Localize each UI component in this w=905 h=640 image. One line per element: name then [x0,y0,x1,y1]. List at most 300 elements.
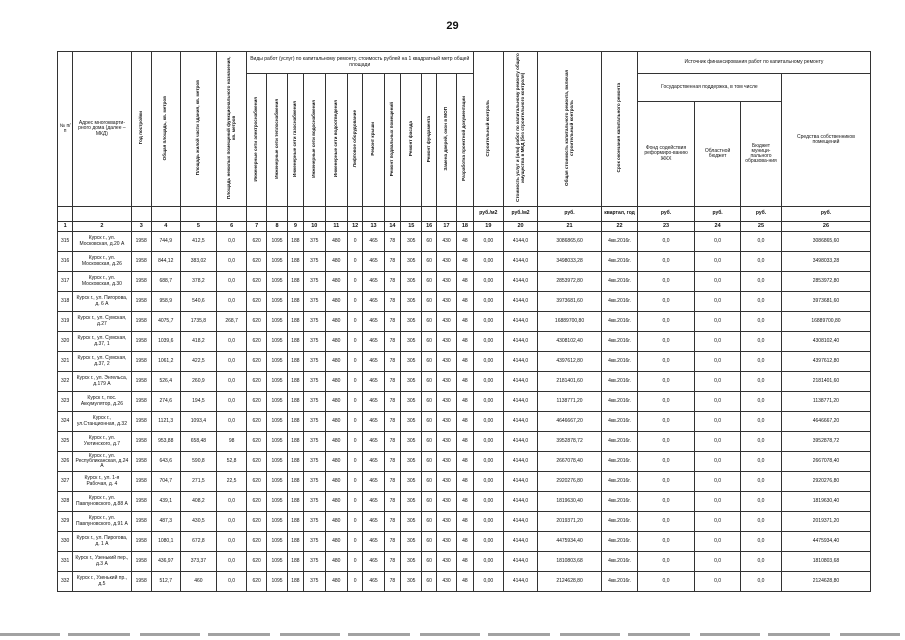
control-cell: 0,00 [473,392,504,412]
row-number-cell: 324 [58,412,73,432]
control-cell: 0,00 [473,312,504,332]
address-cell: Курск г., ул. 1-я Рабочая, д. 4 [73,472,131,492]
work-cost-cell: 1095 [267,252,287,272]
work-cost-cell: 60 [422,552,436,572]
work-cost-cell: 465 [363,572,384,592]
cost-cell: 4144,0 [504,352,538,372]
regional-cell: 0,0 [695,272,741,292]
work-cost-cell: 1095 [267,312,287,332]
work-cost-cell: 188 [287,252,303,272]
row-number-cell: 332 [58,572,73,592]
row-number-cell: 321 [58,352,73,372]
owners-cell: 2920276,80 [781,472,870,492]
sum-cell: 2920276,80 [537,472,601,492]
sum-cell: 2181401,60 [537,372,601,392]
cost-cell: 4144,0 [504,232,538,252]
work-cost-cell: 0 [347,512,362,532]
work-cost-cell: 60 [422,252,436,272]
municipal-cell: 0,0 [741,352,782,372]
living-cell: 430,5 [180,512,217,532]
column-number: 8 [267,222,287,232]
work-cost-cell: 1095 [267,412,287,432]
work-cost-cell: 305 [401,512,422,532]
work-cost-cell: 48 [457,332,473,352]
address-cell: Курск г., ул. Сумская, д.27 [73,312,131,332]
work-cost-cell: 188 [287,372,303,392]
fund-cell: 0,0 [637,392,694,412]
work-cost-cell: 620 [246,532,266,552]
living-cell: 373,37 [180,552,217,572]
nonres-cell: 268,7 [217,312,247,332]
column-number-row [58,222,871,232]
work-cost-cell: 48 [457,452,473,472]
total-cell: 953,88 [151,432,180,452]
regional-cell: 0,0 [695,292,741,312]
col-header-work-10: Ремонт фундамента [422,74,436,207]
work-cost-cell: 305 [401,272,422,292]
work-cost-cell: 0 [347,272,362,292]
col-header-owners: Средства собственников помещений [781,74,870,207]
fund-cell: 0,0 [637,452,694,472]
col-header-work-3: Инженерные сети газоснабжения [287,74,303,207]
fund-cell: 0,0 [637,352,694,372]
sum-cell: 4397612,80 [537,352,601,372]
work-cost-cell: 60 [422,292,436,312]
owners-cell: 4646667,20 [781,412,870,432]
work-cost-cell: 375 [304,372,325,392]
owners-cell: 2181401,60 [781,372,870,392]
col-header-works-group: Виды работ (услуг) по капитальному ремонту, стоимость рублей на 1 квадратный метр общей площади [246,52,473,74]
total-cell: 512,7 [151,572,180,592]
table-row [58,272,871,292]
col-header-work-1: Инженерные сети электроснабжения [246,74,266,207]
deadline-cell: 4кв.2016г. [602,492,638,512]
work-cost-cell: 375 [304,292,325,312]
work-cost-cell: 480 [325,432,347,452]
work-cost-cell: 60 [422,472,436,492]
work-cost-cell: 375 [304,452,325,472]
work-cost-cell: 375 [304,352,325,372]
living-cell: 460 [180,572,217,592]
cost-cell: 4144,0 [504,372,538,392]
work-cost-cell: 375 [304,552,325,572]
total-cell: 1080,1 [151,532,180,552]
work-cost-cell: 305 [401,312,422,332]
regional-cell: 0,0 [695,312,741,332]
deadline-cell: 4кв.2016г. [602,552,638,572]
year-cell: 1958 [131,232,151,252]
total-cell: 958,9 [151,292,180,312]
control-cell: 0,00 [473,272,504,292]
nonres-cell: 0,0 [217,252,247,272]
municipal-cell: 0,0 [741,472,782,492]
work-cost-cell: 465 [363,492,384,512]
sum-cell: 3498033,28 [537,252,601,272]
column-number: 21 [537,222,601,232]
sum-cell: 2019371,20 [537,512,601,532]
owners-cell: 4308102,40 [781,332,870,352]
work-cost-cell: 430 [436,292,456,312]
work-cost-cell: 430 [436,512,456,532]
cost-cell: 4144,0 [504,252,538,272]
work-cost-cell: 78 [384,432,400,452]
work-cost-cell: 430 [436,432,456,452]
work-cost-cell: 305 [401,412,422,432]
work-cost-cell: 620 [246,552,266,572]
work-cost-cell: 430 [436,532,456,552]
column-number: 26 [781,222,870,232]
work-cost-cell: 375 [304,312,325,332]
table-row [58,412,871,432]
nonres-cell: 0,0 [217,272,247,292]
work-cost-cell: 620 [246,472,266,492]
control-cell: 0,00 [473,452,504,472]
regional-cell: 0,0 [695,452,741,472]
work-cost-cell: 60 [422,512,436,532]
work-cost-cell: 465 [363,412,384,432]
work-cost-cell: 1095 [267,432,287,452]
control-cell: 0,00 [473,432,504,452]
deadline-cell: 4кв.2016г. [602,272,638,292]
column-number: 20 [504,222,538,232]
column-number: 23 [637,222,694,232]
col-header-work-7: Ремонт крыши [363,74,384,207]
total-cell: 439,1 [151,492,180,512]
work-cost-cell: 78 [384,272,400,292]
owners-cell: 2667078,40 [781,452,870,472]
work-cost-cell: 48 [457,552,473,572]
address-cell: Курск г., ул. Павлуновского, д.88 А [73,492,131,512]
work-cost-cell: 60 [422,412,436,432]
work-cost-cell: 430 [436,392,456,412]
total-cell: 1039,6 [151,332,180,352]
work-cost-cell: 0 [347,232,362,252]
deadline-cell: 4кв.2016г. [602,352,638,372]
col-header-funding-group: Источник финансирования работ по капитальному ремонту [637,52,870,74]
nonres-cell: 98 [217,432,247,452]
living-cell: 418,2 [180,332,217,352]
work-cost-cell: 430 [436,492,456,512]
regional-cell: 0,0 [695,472,741,492]
nonres-cell: 0,0 [217,352,247,372]
work-cost-cell: 48 [457,492,473,512]
control-cell: 0,00 [473,492,504,512]
work-cost-cell: 430 [436,552,456,572]
cost-cell: 4144,0 [504,472,538,492]
work-cost-cell: 480 [325,372,347,392]
col-header-state-support: Государственная поддержка, в том числе [637,74,781,102]
work-cost-cell: 60 [422,492,436,512]
regional-cell: 0,0 [695,412,741,432]
total-cell: 1121,3 [151,412,180,432]
work-cost-cell: 430 [436,272,456,292]
owners-cell: 3973681,60 [781,292,870,312]
table-row [58,512,871,532]
page-edge-line [0,633,905,636]
column-number: 14 [384,222,400,232]
work-cost-cell: 375 [304,412,325,432]
column-number: 16 [422,222,436,232]
work-cost-cell: 375 [304,272,325,292]
total-cell: 1061,2 [151,352,180,372]
address-cell: Курск г., Узенький пр., д.5 [73,572,131,592]
municipal-cell: 0,0 [741,392,782,412]
fund-cell: 0,0 [637,312,694,332]
address-cell: Курск г., Узенький пер., д.3 А [73,552,131,572]
work-cost-cell: 188 [287,272,303,292]
work-cost-cell: 465 [363,452,384,472]
table-row [58,372,871,392]
work-cost-cell: 620 [246,352,266,372]
cost-cell: 4144,0 [504,272,538,292]
work-cost-cell: 1095 [267,532,287,552]
work-cost-cell: 78 [384,572,400,592]
work-cost-cell: 188 [287,292,303,312]
work-cost-cell: 465 [363,232,384,252]
deadline-cell: 4кв.2016г. [602,252,638,272]
sum-cell: 3952878,72 [537,432,601,452]
year-cell: 1958 [131,492,151,512]
unit-deadline: квартал, год [602,207,638,222]
nonres-cell: 0,0 [217,512,247,532]
sum-cell: 1138771,20 [537,392,601,412]
work-cost-cell: 48 [457,432,473,452]
living-cell: 672,8 [180,532,217,552]
regional-cell: 0,0 [695,492,741,512]
col-header-fund: Фонд содействия реформиро-ванию ЖКХ [637,102,694,207]
deadline-cell: 4кв.2016г. [602,532,638,552]
work-cost-cell: 430 [436,572,456,592]
owners-cell: 4475934,40 [781,532,870,552]
total-cell: 487,3 [151,512,180,532]
nonres-cell: 22,5 [217,472,247,492]
regional-cell: 0,0 [695,532,741,552]
work-cost-cell: 375 [304,472,325,492]
municipal-cell: 0,0 [741,412,782,432]
living-cell: 383,02 [180,252,217,272]
table-row [58,532,871,552]
work-cost-cell: 0 [347,532,362,552]
work-cost-cell: 480 [325,492,347,512]
municipal-cell: 0,0 [741,332,782,352]
deadline-cell: 4кв.2016г. [602,312,638,332]
col-header-total-cost: Общая стоимость капитального ремонта, включая строительный контроль [537,52,601,207]
cost-cell: 4144,0 [504,292,538,312]
table-row [58,572,871,592]
regional-cell: 0,0 [695,332,741,352]
work-cost-cell: 60 [422,572,436,592]
work-cost-cell: 1095 [267,452,287,472]
table-row [58,472,871,492]
control-cell: 0,00 [473,352,504,372]
sum-cell: 3086865,60 [537,232,601,252]
work-cost-cell: 60 [422,372,436,392]
work-cost-cell: 480 [325,392,347,412]
work-cost-cell: 480 [325,572,347,592]
work-cost-cell: 188 [287,512,303,532]
work-cost-cell: 1095 [267,332,287,352]
fund-cell: 0,0 [637,472,694,492]
work-cost-cell: 78 [384,292,400,312]
work-cost-cell: 188 [287,472,303,492]
work-cost-cell: 78 [384,312,400,332]
work-cost-cell: 480 [325,532,347,552]
work-cost-cell: 480 [325,292,347,312]
work-cost-cell: 1095 [267,492,287,512]
work-cost-cell: 480 [325,232,347,252]
work-cost-cell: 465 [363,272,384,292]
work-cost-cell: 465 [363,432,384,452]
work-cost-cell: 48 [457,572,473,592]
nonres-cell: 0,0 [217,332,247,352]
address-cell: Курск г., ул. Сумская, д.37, 2 [73,352,131,372]
regional-cell: 0,0 [695,372,741,392]
regional-cell: 0,0 [695,572,741,592]
work-cost-cell: 0 [347,572,362,592]
nonres-cell: 0,0 [217,412,247,432]
row-number-cell: 325 [58,432,73,452]
row-number-cell: 322 [58,372,73,392]
cost-cell: 4144,0 [504,332,538,352]
work-cost-cell: 0 [347,372,362,392]
work-cost-cell: 375 [304,232,325,252]
work-cost-cell: 60 [422,332,436,352]
cost-cell: 4144,0 [504,412,538,432]
control-cell: 0,00 [473,512,504,532]
work-cost-cell: 375 [304,332,325,352]
work-cost-cell: 620 [246,452,266,472]
col-header-regional: Областной бюджет [695,102,741,207]
work-cost-cell: 620 [246,272,266,292]
column-number: 6 [217,222,247,232]
col-header-work-6: Лифтовое оборудование [347,74,362,207]
year-cell: 1958 [131,432,151,452]
unit-total: руб. [537,207,601,222]
column-number: 10 [304,222,325,232]
sum-cell: 16889700,80 [537,312,601,332]
unit-cost: руб./м2 [504,207,538,222]
work-cost-cell: 480 [325,452,347,472]
total-cell: 526,4 [151,372,180,392]
regional-cell: 0,0 [695,392,741,412]
year-cell: 1958 [131,452,151,472]
table-row [58,432,871,452]
work-cost-cell: 0 [347,392,362,412]
work-cost-cell: 78 [384,552,400,572]
page-number: 29 [446,20,459,32]
work-cost-cell: 430 [436,372,456,392]
work-cost-cell: 480 [325,352,347,372]
fund-cell: 0,0 [637,252,694,272]
col-header-work-11: Замена дверей, окон в МОП [436,74,456,207]
unit-municipal: руб. [741,207,782,222]
column-number: 9 [287,222,303,232]
year-cell: 1958 [131,412,151,432]
work-cost-cell: 620 [246,392,266,412]
total-cell: 643,6 [151,452,180,472]
total-cell: 4075,7 [151,312,180,332]
total-cell: 844,12 [151,252,180,272]
deadline-cell: 4кв.2016г. [602,452,638,472]
address-cell: Курск г., ул. Республиканская, д.24 А [73,452,131,472]
municipal-cell: 0,0 [741,572,782,592]
work-cost-cell: 0 [347,252,362,272]
work-cost-cell: 465 [363,312,384,332]
work-cost-cell: 620 [246,432,266,452]
work-cost-cell: 1095 [267,372,287,392]
address-cell: Курск г., ул. Московская, д.26 [73,252,131,272]
col-header-municipal: Бюджет муници-пального образова-ния [741,102,782,207]
work-cost-cell: 305 [401,452,422,472]
units-row [58,207,871,222]
work-cost-cell: 0 [347,472,362,492]
work-cost-cell: 465 [363,292,384,312]
owners-cell: 1819630,40 [781,492,870,512]
owners-cell: 3498033,28 [781,252,870,272]
work-cost-cell: 78 [384,232,400,252]
table-row [58,252,871,272]
col-header-work-9: Ремонт фасада [401,74,422,207]
work-cost-cell: 305 [401,352,422,372]
work-cost-cell: 48 [457,232,473,252]
regional-cell: 0,0 [695,432,741,452]
work-cost-cell: 430 [436,472,456,492]
work-cost-cell: 305 [401,372,422,392]
work-cost-cell: 620 [246,492,266,512]
work-cost-cell: 0 [347,332,362,352]
col-header-work-2: Инженерные сети теплоснабжения [267,74,287,207]
table-row [58,232,871,252]
address-cell: Курск г., ул. Пигорова, д. 6 А [73,292,131,312]
work-cost-cell: 620 [246,572,266,592]
cost-cell: 4144,0 [504,452,538,472]
fund-cell: 0,0 [637,332,694,352]
owners-cell: 3086865,60 [781,232,870,252]
work-cost-cell: 78 [384,492,400,512]
address-cell: Курск г., ул. Павлуновского, д.91 А [73,512,131,532]
fund-cell: 0,0 [637,432,694,452]
work-cost-cell: 48 [457,392,473,412]
column-number: 4 [151,222,180,232]
work-cost-cell: 305 [401,292,422,312]
column-number: 5 [180,222,217,232]
owners-cell: 1810803,68 [781,552,870,572]
column-number: 15 [401,222,422,232]
nonres-cell: 0,0 [217,392,247,412]
row-number-cell: 328 [58,492,73,512]
column-number: 24 [695,222,741,232]
column-number: 12 [347,222,362,232]
work-cost-cell: 465 [363,472,384,492]
work-cost-cell: 188 [287,232,303,252]
municipal-cell: 0,0 [741,532,782,552]
sum-cell: 2853972,80 [537,272,601,292]
work-cost-cell: 78 [384,412,400,432]
work-cost-cell: 620 [246,332,266,352]
address-cell: Курск г., ул. Пирогова, д. 1 А [73,532,131,552]
control-cell: 0,00 [473,372,504,392]
work-cost-cell: 0 [347,352,362,372]
work-cost-cell: 188 [287,432,303,452]
owners-cell: 4397612,80 [781,352,870,372]
work-cost-cell: 0 [347,292,362,312]
fund-cell: 0,0 [637,492,694,512]
sum-cell: 1819630,40 [537,492,601,512]
work-cost-cell: 78 [384,372,400,392]
control-cell: 0,00 [473,552,504,572]
deadline-cell: 4кв.2016г. [602,512,638,532]
nonres-cell: 0,0 [217,532,247,552]
